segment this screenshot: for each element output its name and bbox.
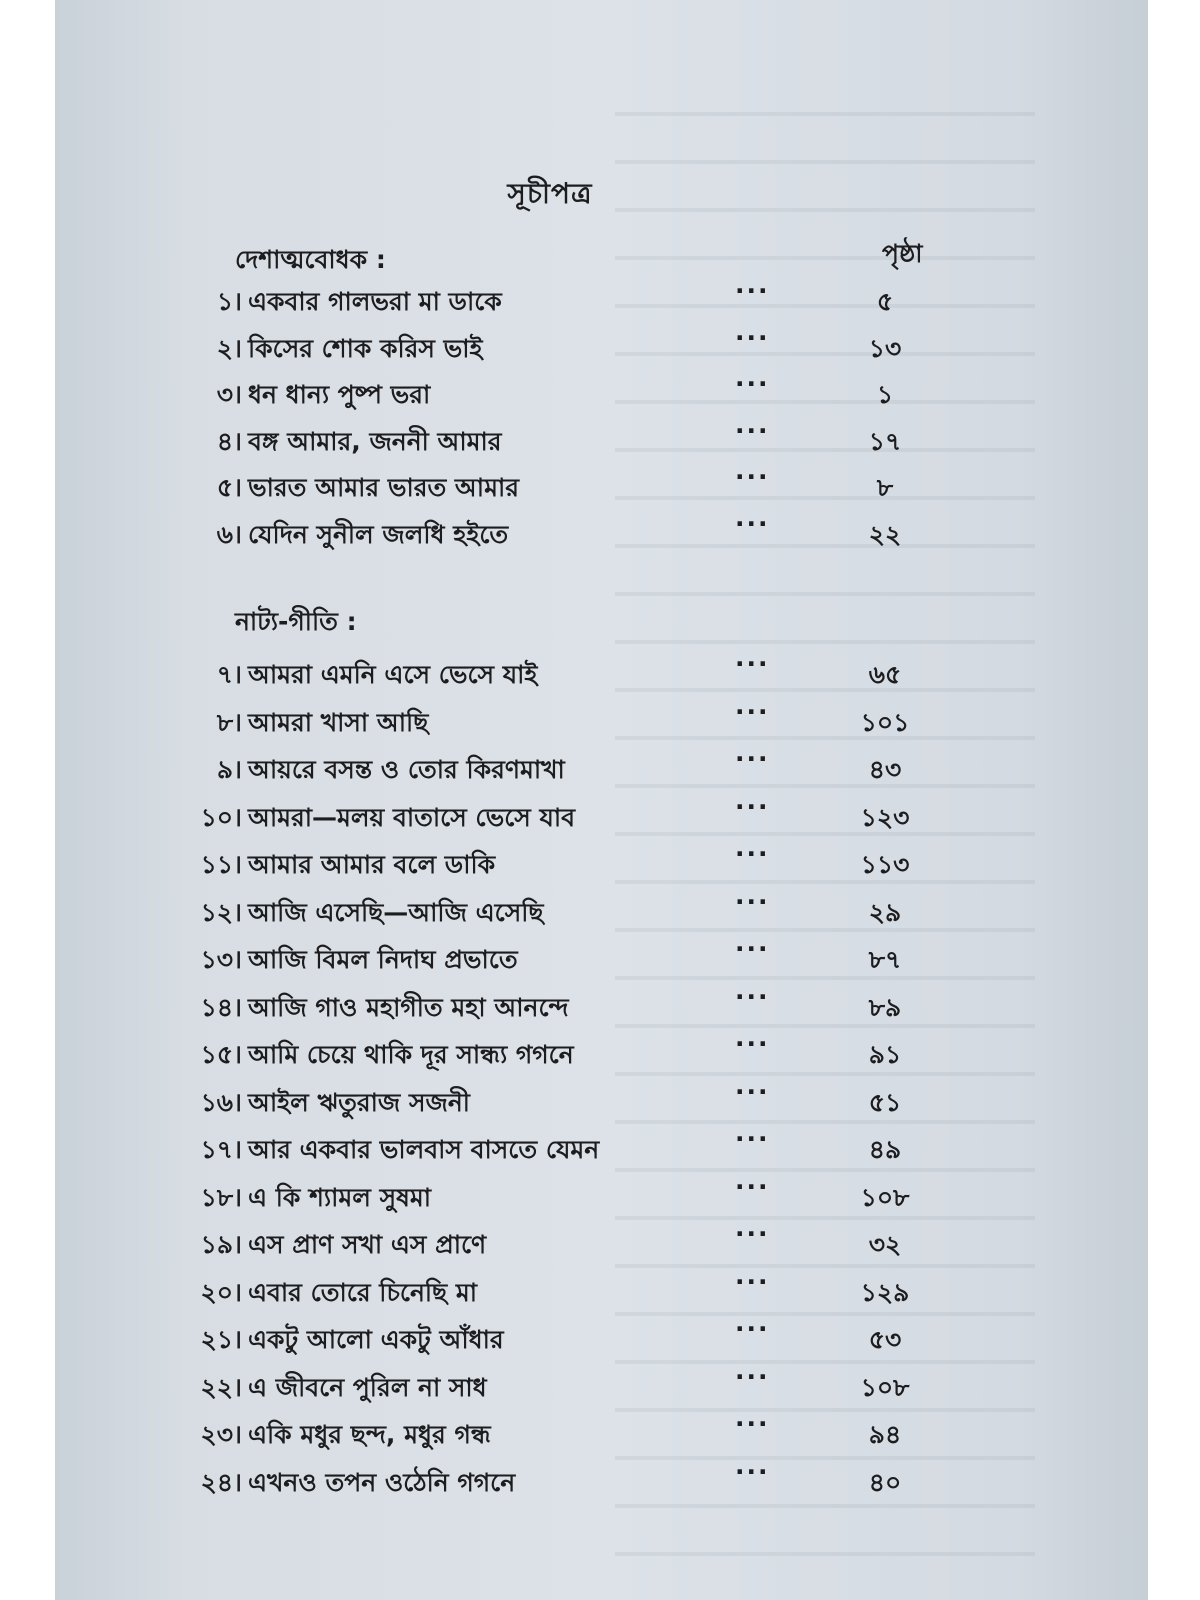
toc-entry [160,1403,960,1455]
toc-entry [160,1023,960,1075]
entry-title: আমরা এমনি এসে ভেসে যাই [248,660,538,689]
entry-title: আজি গাও মহাগীত মহা আনন্দে [248,992,569,1022]
leader-dots: ... [735,1355,770,1385]
leader-dots: ... [735,880,770,910]
entry-page-number: ৮৭ [868,945,902,974]
entry-number: ২৩। [200,1420,242,1449]
leader-dots: ... [735,833,770,862]
entry-number: ৬। [216,519,242,549]
toc-entry [160,1213,960,1265]
entry-title: একবার গালভরা মা ডাকে [248,287,502,316]
entry-page-number: ৫১ [868,1087,902,1117]
entry-title: আমরা—মলয় বাতাসে ভেসে যাব [248,802,576,832]
leader-dots: ... [735,502,770,532]
entry-number: ৯। [216,755,242,784]
entry-page-number: ৯১ [868,1040,902,1069]
entry-number: ১১। [200,850,242,879]
toc-entry [160,1355,960,1408]
toc-entry [160,409,960,462]
leader-dots: ... [735,975,770,1005]
leader-dots: ... [735,690,770,720]
leader-dots: ... [735,1403,770,1432]
entry-number: ১৪। [200,992,242,1022]
entry-title: ভারত আমার ভারত আমার [248,473,519,502]
entry-number: ১৫। [200,1040,242,1069]
entry-number: ১৬। [200,1087,242,1117]
entry-title: এ জীবনে পুরিল না সাধ [248,1372,487,1402]
entry-title: আমি চেয়ে থাকি দূর সান্ধ্য গগনে [248,1040,574,1069]
toc-entry [160,833,960,885]
toc-entry [160,316,960,369]
leader-dots: ... [735,1213,770,1242]
entry-page-number: ১ [876,380,894,409]
leader-dots: ... [735,643,770,672]
entry-page-number: ১০৮ [860,1182,910,1212]
leader-dots: ... [735,1118,770,1147]
entry-title: আজি এসেছি—আজি এসেছি [248,897,544,927]
toc-entry [160,738,960,790]
entry-title: এখনও তপন ওঠেনি গগনে [248,1467,516,1497]
entry-number: ২০। [200,1277,242,1307]
entry-title: এবার তোরে চিনেছি মা [248,1277,478,1307]
entry-number: ১০। [200,802,242,832]
section-heading: নাট্য-গীতি : [235,607,357,636]
toc-entry [160,363,960,415]
leader-dots: ... [735,785,770,815]
leader-dots: ... [735,928,770,957]
entry-title: কিসের শোক করিস ভাই [248,333,483,363]
toc-entry [160,1118,960,1170]
entry-page-number: ১১৩ [860,850,910,879]
leader-dots: ... [735,1450,770,1480]
entry-page-number: ৪৯ [868,1135,902,1164]
page-column-header: পৃষ্ঠা [882,239,923,268]
entry-number: ১৯। [200,1230,242,1259]
toc-entry [160,1070,960,1123]
entry-title: আর একবার ভালবাস বাসতে যেমন [248,1135,600,1164]
entry-number: ১৩। [200,945,242,974]
leader-dots: ... [735,738,770,767]
toc-entry [160,643,960,695]
entry-title: যেদিন সুনীল জলধি হইতে [248,519,509,549]
entry-title: আমরা খাসা আছি [248,707,429,737]
toc-entry [160,270,960,322]
entry-page-number: ৯৪ [868,1420,902,1449]
entry-number: ১২। [200,897,242,927]
entry-page-number: ১০১ [860,707,910,737]
background-right-edge [1148,0,1200,1600]
leader-dots: ... [735,1165,770,1195]
entry-page-number: ২২ [868,519,902,549]
toc-entry [160,785,960,838]
entry-number: ২৪। [200,1467,242,1497]
leader-dots: ... [735,409,770,439]
entry-page-number: ৬৫ [868,660,902,689]
section-heading: দেশাত্মবোধক : [235,245,386,274]
entry-number: ১৮। [200,1182,242,1212]
toc-entry [160,880,960,933]
leader-dots: ... [735,363,770,392]
entry-number: ৩। [216,380,242,409]
entry-number: ৮। [216,707,242,737]
page-title: সূচীপত্র [507,177,593,210]
entry-number: ৪। [216,426,242,456]
entry-title: বঙ্গ আমার, জননী আমার [248,426,502,456]
entry-page-number: ৪০ [868,1467,902,1497]
leader-dots: ... [735,270,770,299]
entry-page-number: ১৩ [868,333,902,363]
background-left-edge [0,0,55,1600]
entry-number: ২২। [200,1372,242,1402]
entry-page-number: ৩২ [868,1230,902,1259]
leader-dots: ... [735,456,770,485]
leader-dots: ... [735,316,770,346]
entry-title: আজি বিমল নিদাঘ প্রভাতে [248,945,518,974]
entry-number: ২। [216,333,242,363]
entry-page-number: ৮৯ [868,992,902,1022]
entry-number: ৫। [216,473,242,502]
leader-dots: ... [735,1308,770,1337]
entry-page-number: ১৭ [868,426,902,456]
entry-page-number: ৫ [876,287,894,316]
toc-entry [160,1260,960,1313]
toc-entry [160,1308,960,1360]
entry-number: ২১। [200,1325,242,1354]
toc-entry [160,456,960,508]
leader-dots: ... [735,1260,770,1290]
entry-title: একটু আলো একটু আঁধার [248,1325,504,1354]
entry-title: একি মধুর ছন্দ, মধুর গন্ধ [248,1420,491,1449]
entry-page-number: ৮ [876,473,894,502]
entry-title: আমার আমার বলে ডাকি [248,850,496,879]
leader-dots: ... [735,1070,770,1100]
entry-page-number: ২৯ [868,897,902,927]
entry-page-number: ১২৯ [860,1277,910,1307]
entry-title: আয়রে বসন্ত ও তোর কিরণমাখা [248,755,565,784]
entry-title: আইল ঋতুরাজ সজনী [248,1087,470,1117]
toc-entry [160,502,960,555]
entry-page-number: ১০৮ [860,1372,910,1402]
entry-number: ১। [216,287,242,316]
entry-number: ১৭। [200,1135,242,1164]
toc-entry [160,1165,960,1218]
entry-page-number: ৪৩ [868,755,902,784]
toc-entry [160,1450,960,1503]
entry-page-number: ১২৩ [860,802,910,832]
leader-dots: ... [735,1023,770,1052]
toc-entry [160,975,960,1028]
entry-number: ৭। [216,660,242,689]
entry-title: ধন ধান্য পুষ্প ভরা [248,380,431,409]
toc-entry [160,690,960,743]
entry-title: এ কি শ্যামল সুষমা [248,1182,432,1212]
toc-entry [160,928,960,980]
entry-page-number: ৫৩ [868,1325,902,1354]
entry-title: এস প্রাণ সখা এস প্রাণে [248,1230,487,1259]
